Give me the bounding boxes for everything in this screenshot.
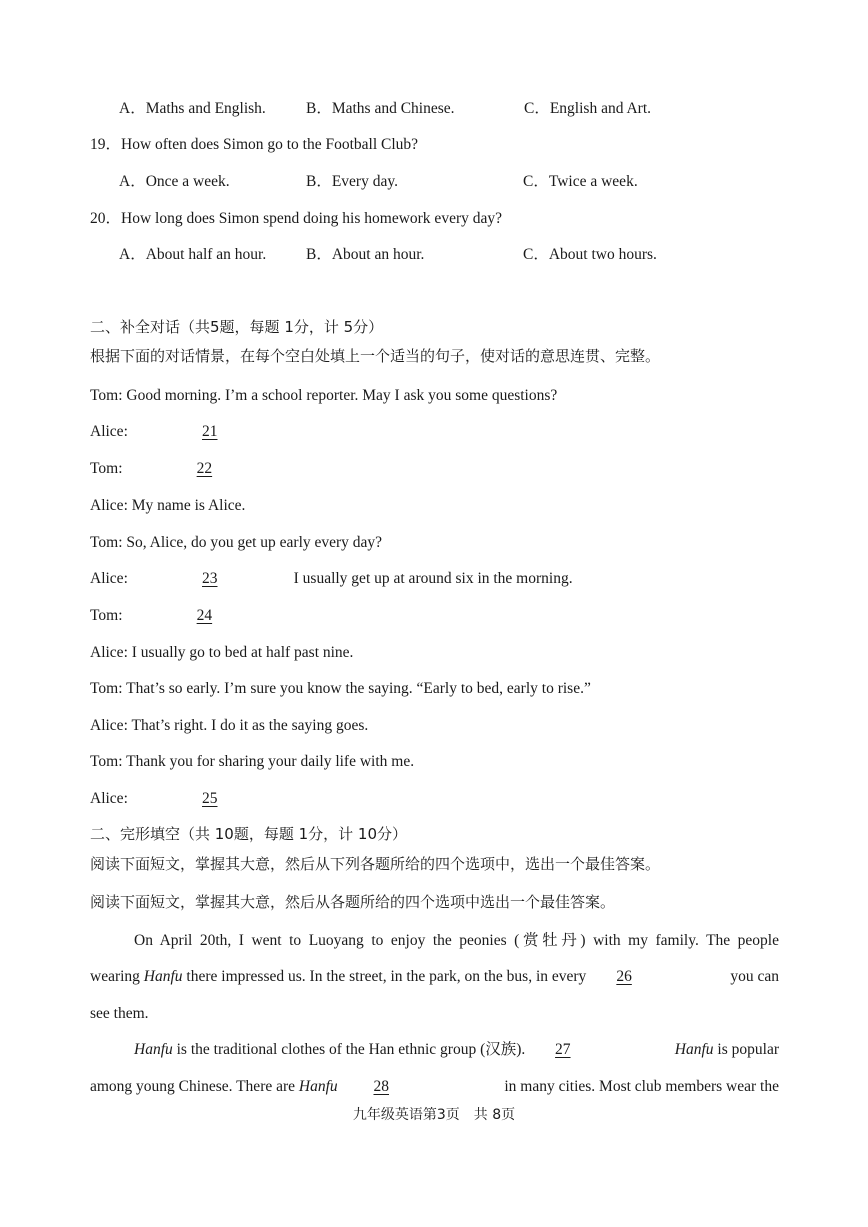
passage-text: is popular [717, 1041, 779, 1058]
q20-option-b: B．About an hour. [306, 246, 425, 263]
dialogue-text: My name is Alice. [131, 497, 246, 514]
dialogue-text: So, Alice, do you get up early every day? [126, 534, 383, 551]
dialogue-text: Thank you for sharing your daily life with me. [126, 753, 415, 770]
dialogue-text: I usually go to bed at half past nine. [131, 644, 354, 661]
page-footer: 九年级英语第3页 共 8页 [352, 1107, 516, 1123]
passage-text: is the traditional clothes of the Han ethnic group (汉族). [176, 1041, 526, 1058]
dialogue-line [90, 678, 591, 700]
passage-text-hanfu: Hanfu [134, 1041, 173, 1058]
q18-option-c: C．English and Art. [524, 100, 652, 117]
passage-text-hanfu: Hanfu [674, 1041, 714, 1058]
dialogue-text: Good morning. I’m a school reporter. May I ask you some questions? [126, 387, 558, 404]
dialogue-line [90, 788, 284, 810]
dialogue-speaker: Alice: [90, 790, 128, 807]
q19-option-b: B．Every day. [306, 173, 398, 190]
dialogue-speaker: Tom: [90, 607, 123, 624]
q18-option-b: B．Maths and Chinese. [306, 100, 455, 117]
passage-text: you can [730, 968, 779, 985]
dialogue-speaker: Tom: [90, 460, 123, 477]
dialogue-line [90, 642, 353, 664]
passage-line [90, 966, 779, 988]
answer-blank-25[interactable]: 25 [202, 790, 218, 807]
section-instruction-dialogue: 根据下面的对话情景，在每个空白处填上一个适当的句子，使对话的意思连贯、完整。 [90, 347, 661, 365]
q19-option-c: C．Twice a week. [523, 173, 638, 190]
dialogue-speaker: Tom: [90, 387, 123, 404]
passage-text-hanfu: Hanfu [143, 968, 183, 985]
passage-text: in many cities. Most club members wear the [504, 1078, 779, 1095]
dialogue-speaker: Alice: [90, 423, 128, 440]
q20-option-c: C．About two hours. [523, 246, 657, 263]
answer-blank-28[interactable]: 28 [373, 1078, 389, 1095]
dialogue-line [90, 495, 245, 517]
passage-text: wearing [90, 968, 140, 985]
passage-text: among young Chinese. There are [90, 1078, 296, 1095]
dialogue-line [90, 568, 573, 590]
dialogue-speaker: Alice: [90, 717, 128, 734]
passage-text-hanfu: Hanfu [298, 1078, 338, 1095]
section-heading-dialogue: 二、补全对话（共5题，每题 1分，计 5分） [90, 318, 384, 336]
dialogue-speaker: Tom: [90, 534, 123, 551]
passage-line [90, 1039, 779, 1061]
dialogue-line [90, 751, 414, 773]
dialogue-speaker: Alice: [90, 644, 128, 661]
dialogue-speaker: Tom: [90, 753, 123, 770]
dialogue-text: I usually get up at around six in the morning. [293, 570, 573, 587]
answer-blank-24[interactable]: 24 [196, 607, 213, 624]
section-instruction-cloze-1: 阅读下面短文，掌握其大意，然后从下列各题所给的四个选项中，选出一个最佳答案。 [90, 855, 661, 873]
dialogue-line [90, 532, 382, 554]
section-instruction-cloze-2: 阅读下面短文，掌握其大意，然后从各题所给的四个选项中选出一个最佳答案。 [90, 893, 616, 911]
dialogue-speaker: Tom: [90, 680, 123, 697]
q18-option-a: A．Maths and English. [119, 100, 266, 117]
q19-option-a: A．Once a week. [119, 173, 230, 190]
q20-question: 20．How long does Simon spend doing his homework every day? [90, 210, 502, 227]
dialogue-speaker: Alice: [90, 570, 128, 587]
answer-blank-26[interactable]: 26 [616, 968, 632, 985]
dialogue-text: That’s so early. I’m sure you know the saying. “Early to bed, early to rise.” [126, 680, 591, 697]
section-heading-cloze: 二、完形填空（共 10题，每题 1分，计 10分） [90, 825, 408, 843]
answer-blank-23[interactable]: 23 [202, 570, 218, 587]
answer-blank-27[interactable]: 27 [555, 1041, 571, 1058]
dialogue-speaker: Alice: [90, 497, 128, 514]
answer-blank-22[interactable]: 22 [196, 460, 213, 477]
q20-option-a: A．About half an hour. [119, 246, 267, 263]
passage-line [90, 1076, 779, 1098]
dialogue-line [90, 385, 557, 407]
passage-text: there impressed us. In the street, in the park, on the bus, in every [186, 968, 587, 985]
dialogue-line [90, 421, 284, 443]
passage-line: see them. [90, 1005, 149, 1022]
passage-line: On April 20th, I went to Luoyang to enjoy the peonies (赏牡丹) with my family. The people [134, 932, 779, 949]
answer-blank-21[interactable]: 21 [202, 423, 218, 440]
dialogue-line [90, 715, 368, 737]
dialogue-line [90, 458, 278, 480]
dialogue-text: That’s right. I do it as the saying goes. [131, 717, 369, 734]
q19-question: 19．How often does Simon go to the Football Club? [90, 136, 419, 153]
dialogue-line [90, 605, 278, 627]
